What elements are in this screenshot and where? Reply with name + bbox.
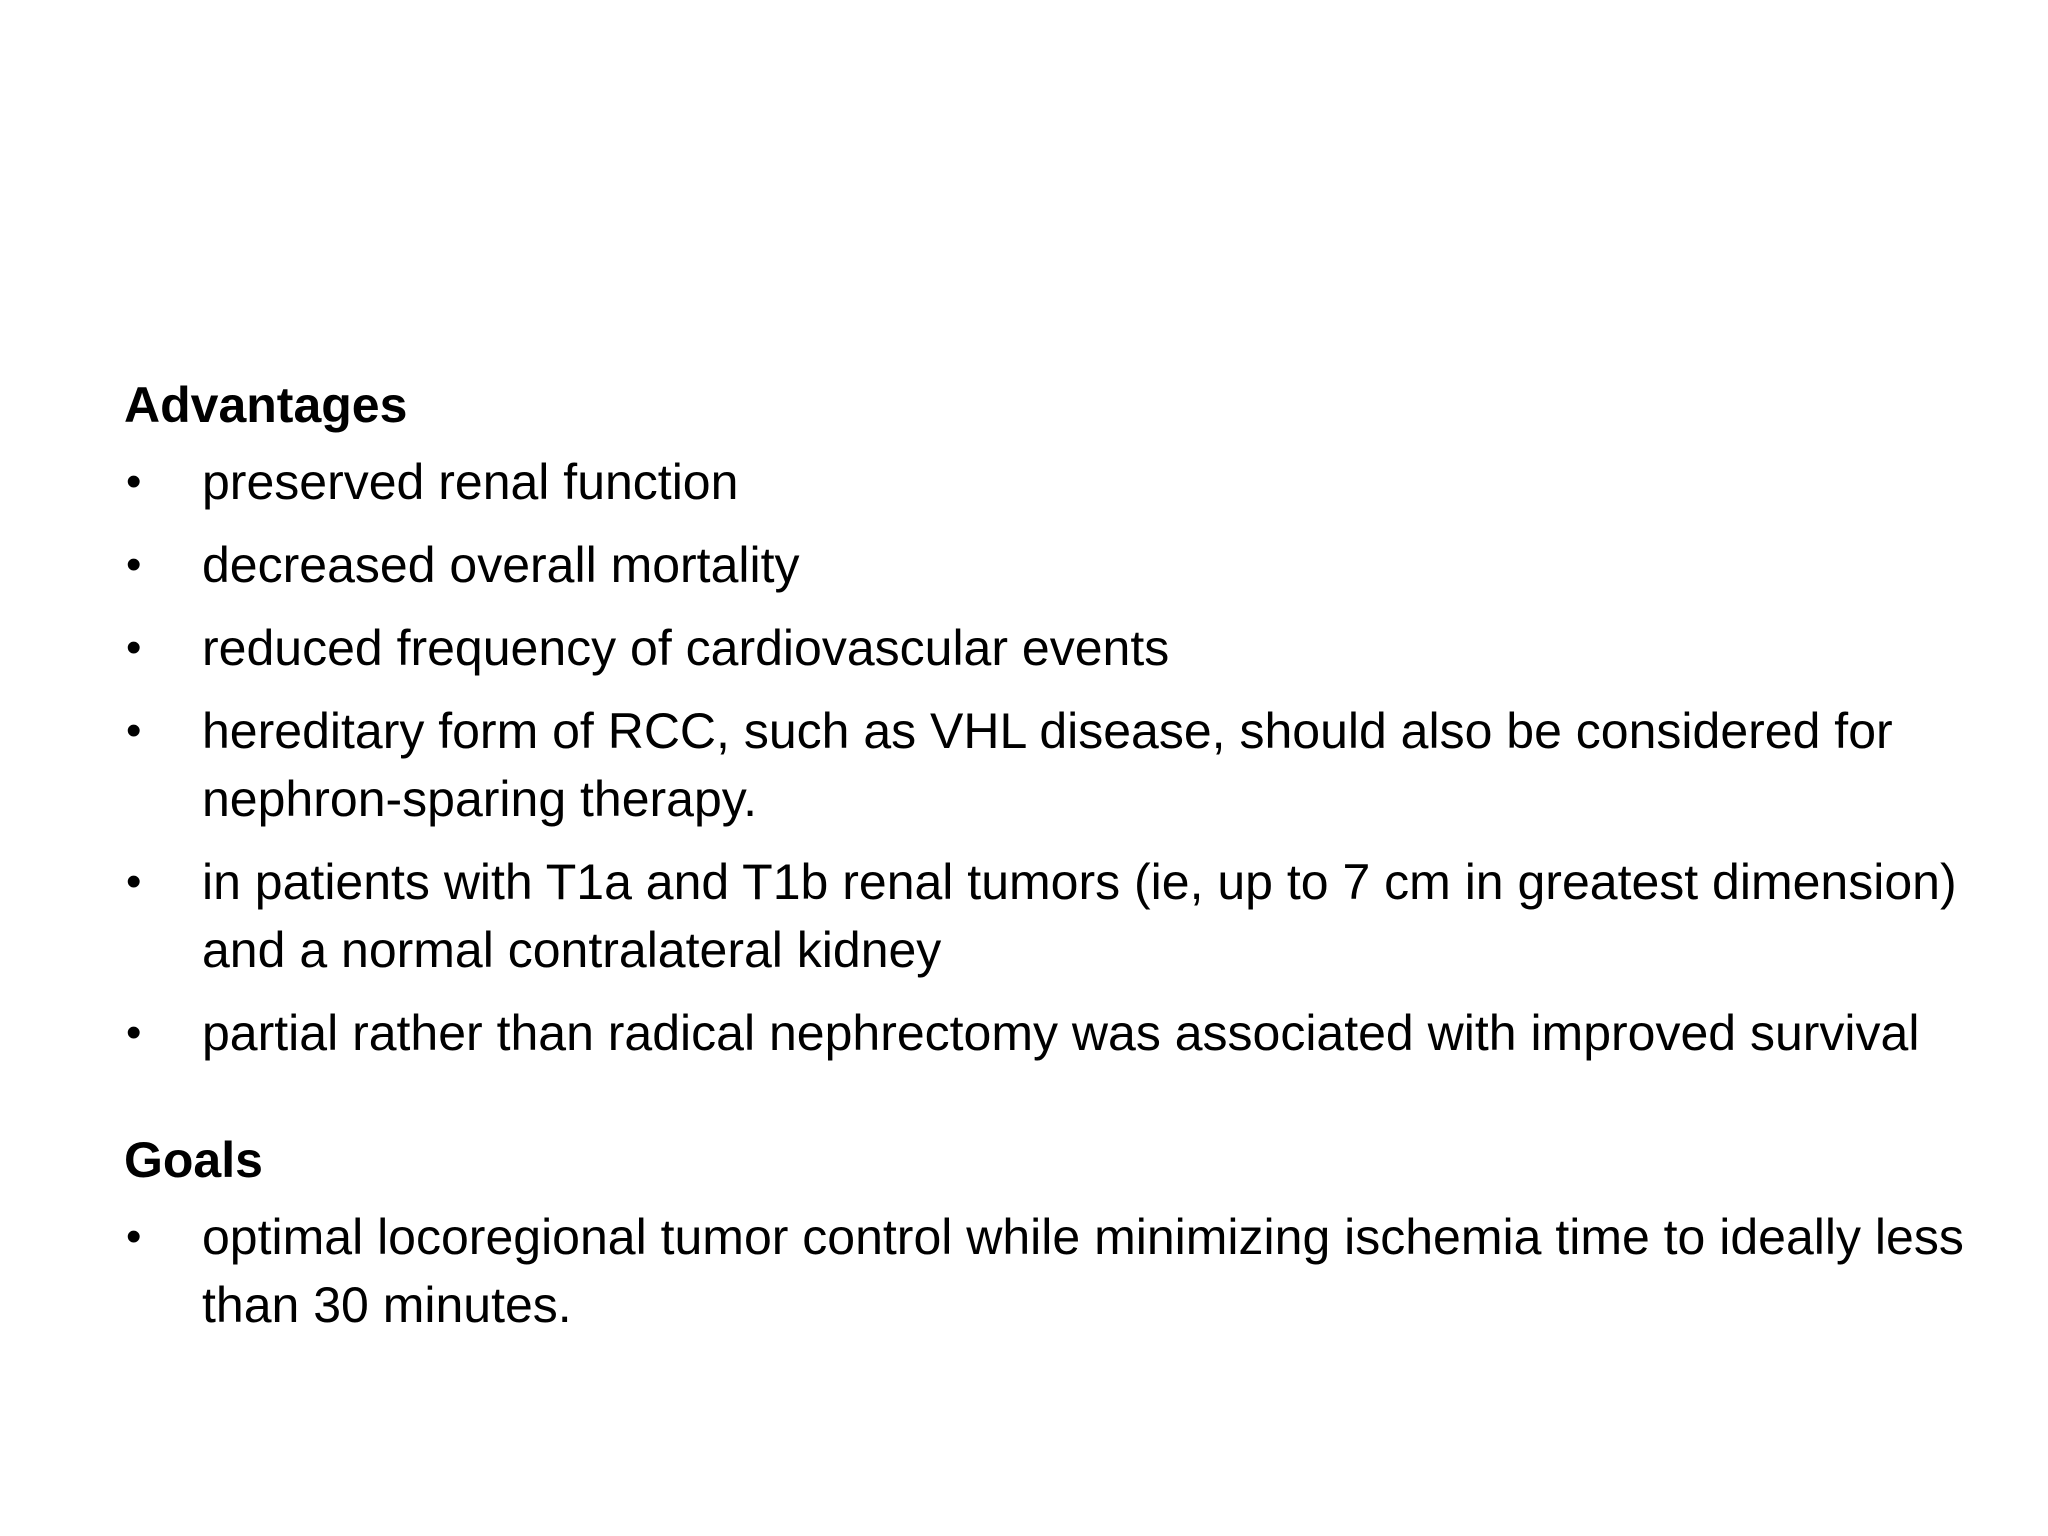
goals-list xyxy=(124,1203,1984,1339)
bullet-dot-icon: • xyxy=(126,457,142,506)
list-item xyxy=(124,999,1984,1067)
advantages-list xyxy=(124,448,1984,1067)
bullet-text: in patients with T1a and T1b renal tumors (ie, up to 7 cm in greatest dimension) and a normal contralateral kidney xyxy=(202,854,1957,978)
bullet-dot-icon: • xyxy=(126,1008,142,1057)
goals-heading: Goals xyxy=(124,1132,263,1188)
bullet-text: reduced frequency of cardiovascular events xyxy=(202,620,1170,676)
list-item xyxy=(124,448,1984,516)
section-spacer xyxy=(124,1067,1984,1125)
bullet-text: decreased overall mortality xyxy=(202,537,800,593)
bullet-dot-icon: • xyxy=(126,706,142,755)
bullet-dot-icon: • xyxy=(126,1212,142,1261)
slide-content xyxy=(124,370,1984,1339)
bullet-text: hereditary form of RCC, such as VHL disease, should also be considered for nephron-sparing therapy. xyxy=(202,703,1893,827)
bullet-dot-icon: • xyxy=(126,857,142,906)
bullet-text: partial rather than radical nephrectomy was associated with improved survival xyxy=(202,1005,1920,1061)
advantages-heading: Advantages xyxy=(124,377,408,433)
bullet-dot-icon: • xyxy=(126,623,142,672)
list-item xyxy=(124,848,1984,984)
list-item xyxy=(124,697,1984,833)
bullet-text: preserved renal function xyxy=(202,454,739,510)
bullet-dot-icon: • xyxy=(126,540,142,589)
bullet-text: optimal locoregional tumor control while minimizing ischemia time to ideally less than 30 minutes. xyxy=(202,1209,1964,1333)
list-item xyxy=(124,531,1984,599)
list-item xyxy=(124,614,1984,682)
list-item xyxy=(124,1203,1984,1339)
